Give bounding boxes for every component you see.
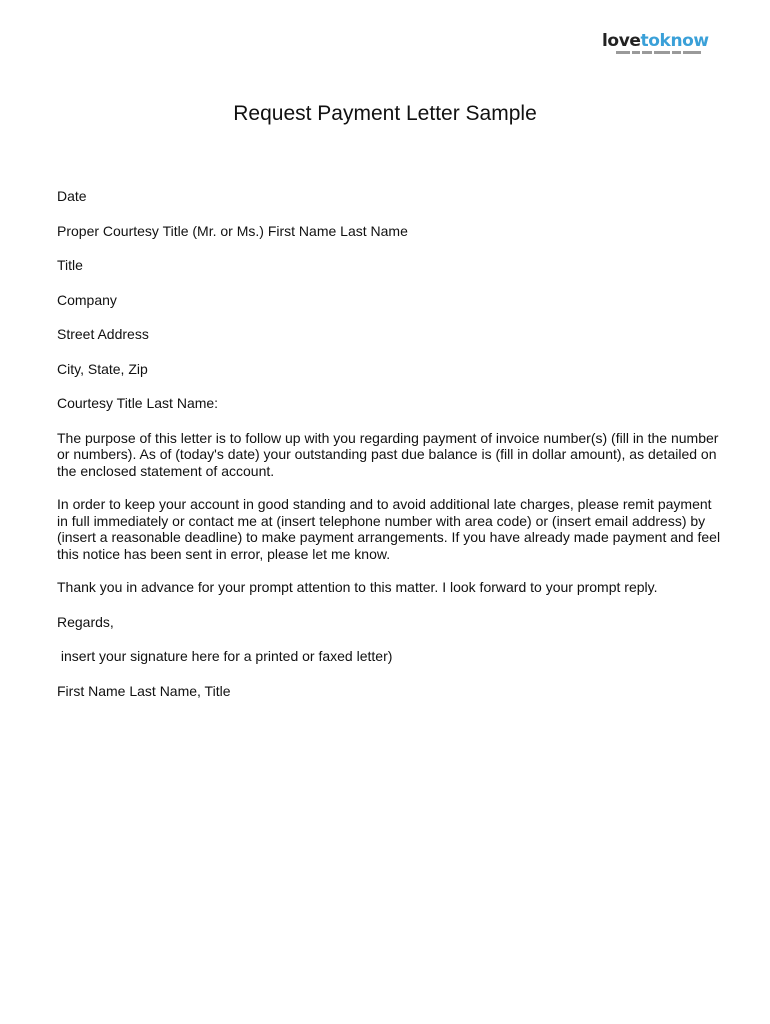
signature-placeholder-line: insert your signature here for a printed or faxed letter)	[57, 648, 393, 664]
date-line: Date	[57, 188, 87, 204]
lovetoknow-logo	[602, 31, 712, 61]
document-title: Request Payment Letter Sample	[233, 102, 537, 125]
paragraph-payment-request: In order to keep your account in good standing and to avoid additional late charges, please remit payment in full immediately or contact me at (insert telephone number with area code) or (insert email address) by (insert a reasonable deadline) to make payment arrangements. If you have already made payment and feel this notice has been sent in error, please let me know.	[57, 496, 721, 562]
logo-tagline-graphic	[616, 51, 706, 54]
logo-wordmark	[602, 31, 712, 51]
logo-text-love: love	[602, 31, 641, 51]
logo-text-to: to	[640, 31, 660, 51]
sender-name-line: First Name Last Name, Title	[57, 682, 231, 699]
recipient-line: Proper Courtesy Title (Mr. or Ms.) First Name Last Name	[57, 222, 408, 239]
paragraph-thanks: Thank you in advance for your prompt attention to this matter. I look forward to your prompt reply.	[57, 579, 658, 595]
recipient-title-line: Title	[57, 257, 83, 273]
letter-body	[57, 188, 722, 717]
company-line: Company	[57, 291, 117, 308]
salutation-line: Courtesy Title Last Name:	[57, 395, 219, 411]
city-state-zip-line: City, State, Zip	[57, 360, 148, 377]
paragraph-purpose: The purpose of this letter is to follow up with you regarding payment of invoice number(s) (fill in the number or numbers). As of (today's date) your outstanding past due balance is (fill in dollar amount), as detailed on the enclosed statement of account.	[57, 429, 719, 479]
logo-text-know: know	[659, 31, 709, 51]
street-address-line: Street Address	[57, 326, 149, 342]
closing-line: Regards,	[57, 613, 114, 630]
